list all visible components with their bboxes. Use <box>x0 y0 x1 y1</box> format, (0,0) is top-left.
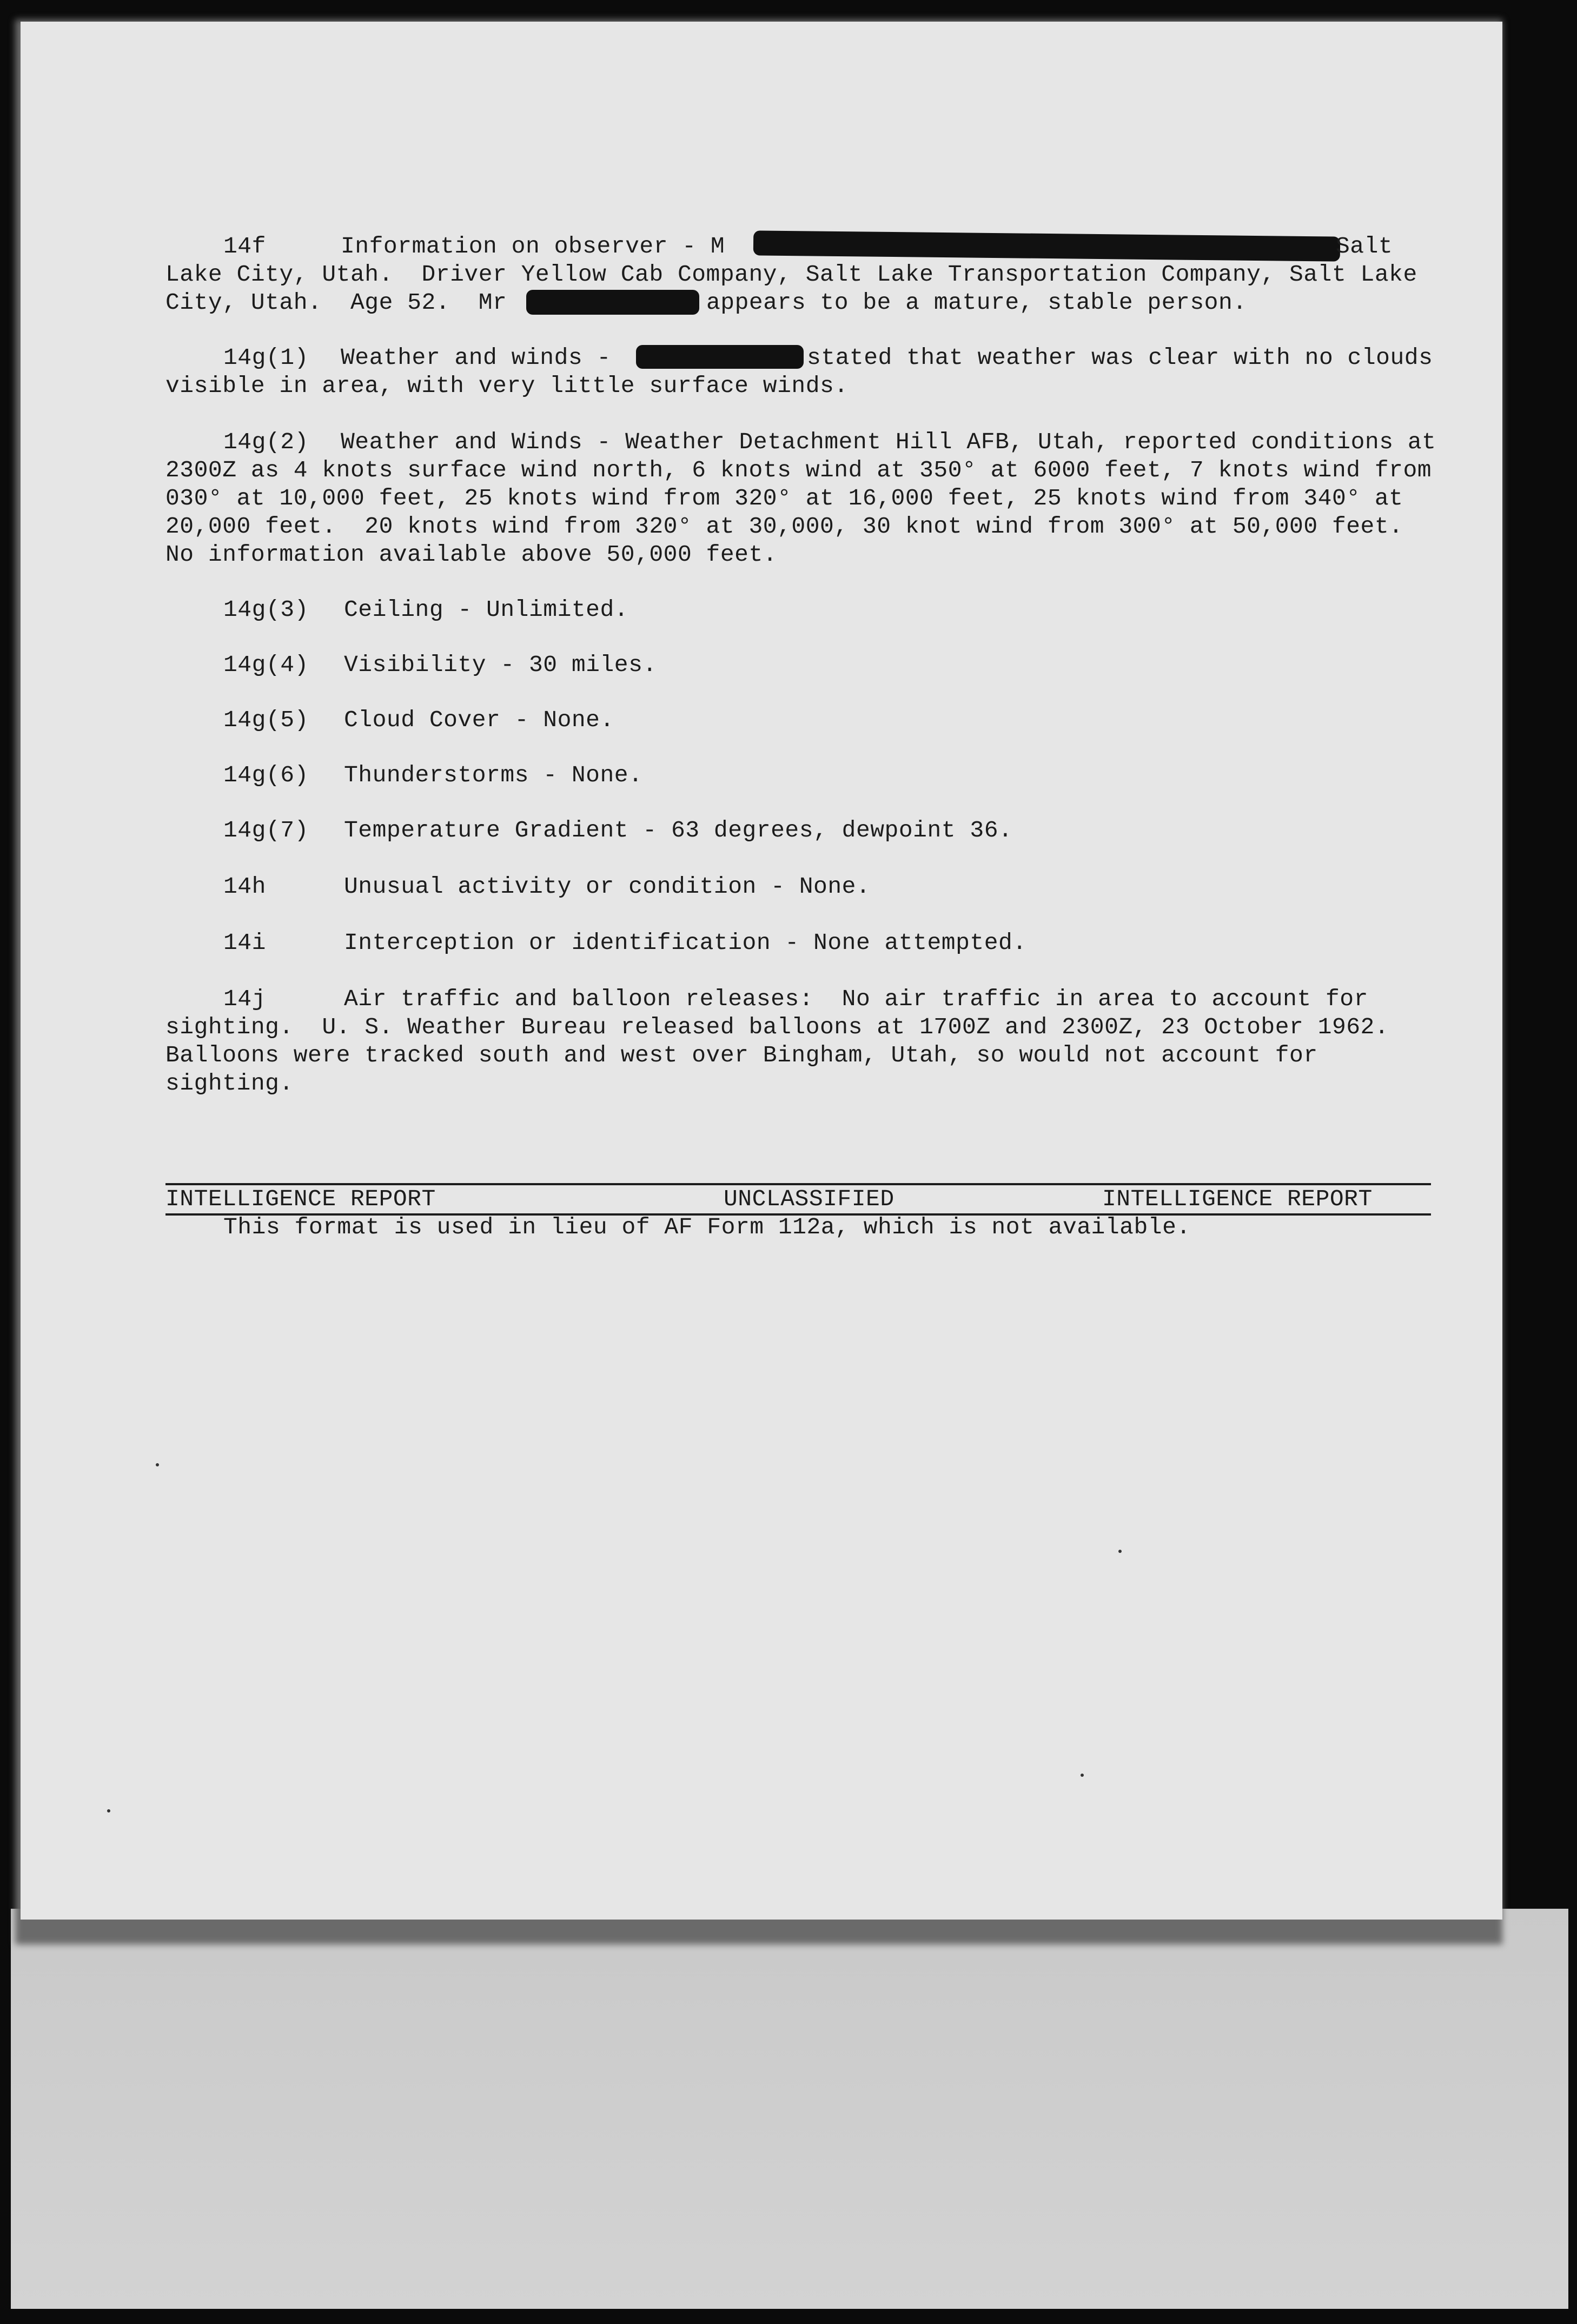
paragraph-text: Lake City, Utah. Driver Yellow Cab Company, Salt Lake Transportation Company, Salt Lake <box>165 261 1417 288</box>
paragraph-text: Salt <box>1336 233 1393 260</box>
item-number: 14i <box>223 929 266 956</box>
item-number: 14g(3) <box>223 596 309 623</box>
paragraph-text: 030° at 10,000 feet, 25 knots wind from 320° at 16,000 feet, 25 knots wind from 340° at <box>165 485 1403 512</box>
item-text: Temperature Gradient - 63 degrees, dewpoint 36. <box>344 817 1013 844</box>
footer-classification: UNCLASSIFIED <box>724 1186 894 1212</box>
paragraph-number: 14f <box>223 233 266 260</box>
redaction-mark <box>526 290 699 315</box>
scan-speck <box>107 1809 110 1812</box>
paragraph-text: Air traffic and balloon releases: No air traffic in area to account for <box>344 986 1368 1012</box>
paragraph-text: appears to be a mature, stable person. <box>706 289 1247 316</box>
paragraph-text: Balloons were tracked south and west over Bingham, Utah, so would not account for <box>165 1042 1318 1068</box>
paragraph-text: No information available above 50,000 feet. <box>165 541 778 568</box>
paragraph-text: Weather and Winds - Weather Detachment Hill AFB, Utah, reported conditions at <box>341 429 1436 455</box>
paragraph-text: Weather and winds - <box>341 344 611 371</box>
item-text: Thunderstorms - None. <box>344 762 643 788</box>
paragraph-text: 2300Z as 4 knots surface wind north, 6 knots wind at 350° at 6000 feet, 7 knots wind from <box>165 457 1432 483</box>
item-text: Cloud Cover - None. <box>344 707 614 733</box>
paragraph-number: 14g(2) <box>223 429 309 455</box>
redaction-mark <box>753 230 1340 261</box>
paragraph-text: visible in area, with very little surface winds. <box>165 373 849 399</box>
paragraph-number: 14g(1) <box>223 344 309 371</box>
scan-speck <box>156 1463 159 1466</box>
paragraph-text: 20,000 feet. 20 knots wind from 320° at 30,000, 30 knot wind from 300° at 50,000 feet. <box>165 513 1403 540</box>
item-number: 14g(4) <box>223 652 309 678</box>
paragraph-text: stated that weather was clear with no clouds <box>807 344 1433 371</box>
item-number: 14g(5) <box>223 707 309 733</box>
redaction-mark <box>636 345 804 369</box>
paragraph-text: City, Utah. Age 52. Mr <box>165 289 507 316</box>
backing-sheet <box>11 1909 1568 2309</box>
paragraph-text: Information on observer - M <box>341 233 725 260</box>
item-text: Unusual activity or condition - None. <box>344 873 871 900</box>
item-text: Ceiling - Unlimited. <box>344 596 629 623</box>
paragraph-text: sighting. <box>165 1070 294 1097</box>
item-text: Interception or identification - None attempted. <box>344 929 1027 956</box>
footer-right-label: INTELLIGENCE REPORT <box>1102 1186 1373 1212</box>
paragraph-text: sighting. U. S. Weather Bureau released balloons at 1700Z and 2300Z, 23 October 1962. <box>165 1014 1389 1040</box>
scan-speck <box>1118 1550 1122 1553</box>
scan-speck <box>1081 1774 1084 1777</box>
item-number: 14g(7) <box>223 817 309 844</box>
paragraph-number: 14j <box>223 986 266 1012</box>
item-number: 14g(6) <box>223 762 309 788</box>
footer-note: This format is used in lieu of AF Form 112a, which is not available. <box>223 1214 1191 1240</box>
document-page <box>21 22 1502 1920</box>
item-text: Visibility - 30 miles. <box>344 652 657 678</box>
item-number: 14h <box>223 873 266 900</box>
footer-left-label: INTELLIGENCE REPORT <box>165 1186 436 1212</box>
